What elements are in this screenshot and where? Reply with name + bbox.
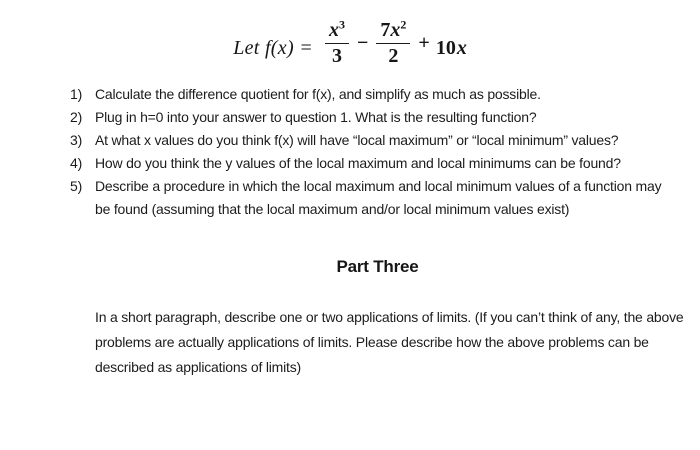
question-item-5 bbox=[70, 175, 700, 221]
question-text: How do you think the y values of the local maximum and local minimums can be found? bbox=[95, 155, 621, 171]
fraction-7x-squared-over-2 bbox=[376, 17, 410, 67]
fraction-numerator: $x^3$ bbox=[325, 20, 349, 44]
formula-linear-term: 10x bbox=[435, 37, 467, 59]
question-item-2 bbox=[70, 106, 700, 129]
fraction-denominator: 3 bbox=[332, 45, 342, 67]
question-number: 5) bbox=[70, 178, 83, 194]
question-number: 3) bbox=[70, 132, 83, 148]
minus-operator: − bbox=[357, 32, 369, 54]
fraction-numerator: $7x^2$ bbox=[376, 20, 410, 44]
closing-paragraph: In a short paragraph, describe one or two applications of limits. (If you can’t think of any, the above problems are actually applications of limits. Please describe how the above problems can be described as applications of limits) bbox=[95, 309, 684, 375]
question-item-1 bbox=[70, 83, 700, 106]
question-item-3 bbox=[70, 129, 700, 152]
question-number: 1) bbox=[70, 86, 83, 102]
question-text: At what x values do you think f(x) will have “local maximum” or “local minimum” values? bbox=[95, 132, 619, 148]
function-definition-formula bbox=[0, 17, 700, 67]
question-text: Describe a procedure in which the local maximum and local minimum values of a function may be found (assuming that the local maximum and/or local minimum values exist) bbox=[95, 178, 662, 217]
fraction-x-cubed-over-3 bbox=[325, 17, 349, 67]
fraction-denominator: 2 bbox=[388, 45, 399, 67]
formula-lead: Let f(x) = bbox=[233, 37, 313, 59]
question-item-4 bbox=[70, 152, 700, 175]
question-text: Plug in h=0 into your answer to question 1. What is the resulting function? bbox=[95, 109, 537, 125]
section-heading: Part Three bbox=[336, 257, 419, 276]
question-number: 4) bbox=[70, 155, 83, 171]
question-number: 2) bbox=[70, 109, 83, 125]
plus-operator: + bbox=[418, 32, 430, 54]
question-text: Calculate the difference quotient for f(x), and simplify as much as possible. bbox=[95, 86, 541, 102]
question-list bbox=[0, 83, 700, 221]
